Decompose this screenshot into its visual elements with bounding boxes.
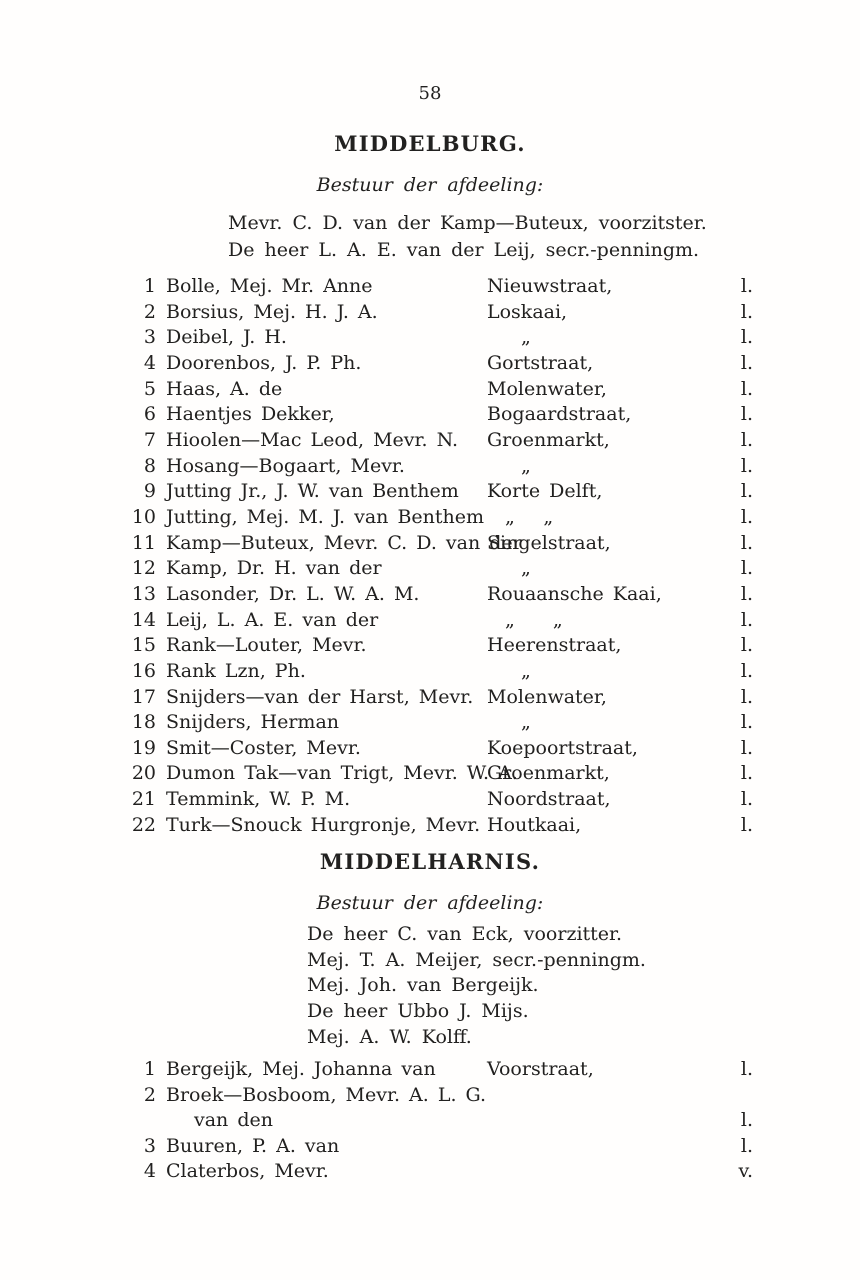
member-number: 17 xyxy=(131,685,156,708)
member-name: Buuren, P. A. van xyxy=(166,1134,340,1157)
member-row xyxy=(0,505,860,531)
member-street xyxy=(487,1083,727,1109)
member-name: Dumon Tak—van Trigt, Mevr. W. A. xyxy=(166,762,518,785)
member-street: Groenmarkt, xyxy=(487,428,610,451)
section-subtitle: Bestuur der afdeeling: xyxy=(316,174,544,196)
member-name: Turk—Snouck Hurgronje, Mevr. xyxy=(166,813,481,836)
member-mark: l. xyxy=(740,351,753,374)
member-row xyxy=(0,402,860,428)
member-street: „ xyxy=(521,659,531,682)
member-street xyxy=(487,1134,727,1160)
member-street: „ xyxy=(521,557,531,580)
member-number: 4 xyxy=(143,351,156,374)
member-name: Snijders, Herman xyxy=(166,711,340,734)
board-line: Mej. A. W. Kolff. xyxy=(307,1026,472,1049)
member-number: 1 xyxy=(143,1057,156,1080)
member-number: 1 xyxy=(143,275,156,297)
section-title: MIDDELHARNIS. xyxy=(319,849,541,875)
member-mark: l. xyxy=(740,377,753,400)
member-row xyxy=(0,659,860,685)
member-number: 6 xyxy=(143,403,156,426)
member-name: Haas, A. de xyxy=(166,377,283,400)
section-middelharnis xyxy=(0,849,860,1185)
member-mark: l. xyxy=(740,711,753,734)
member-mark: l. xyxy=(740,300,753,323)
member-street: Koepoortstraat, xyxy=(487,736,638,759)
member-list xyxy=(0,1057,860,1185)
board-line: Mevr. C. D. van der Kamp—Buteux, voorzitster. xyxy=(228,212,707,234)
member-number: 13 xyxy=(131,582,156,605)
member-number: 16 xyxy=(131,659,156,682)
member-street: „ xyxy=(521,454,531,477)
member-number: 8 xyxy=(143,454,156,477)
member-mark: l. xyxy=(740,428,753,451)
member-name: Hioolen—Mac Leod, Mevr. N. xyxy=(166,428,459,451)
member-mark xyxy=(727,1083,753,1109)
board-line: De heer Ubbo J. Mijs. xyxy=(307,1000,529,1023)
member-row xyxy=(0,377,860,403)
member-number: 18 xyxy=(131,711,156,734)
member-row xyxy=(0,1159,860,1185)
member-name: Kamp—Buteux, Mevr. C. D. van der xyxy=(166,531,522,554)
member-number: 14 xyxy=(131,608,156,631)
board-line: De heer C. van Eck, voorzitter. xyxy=(307,922,623,945)
member-mark: l. xyxy=(740,762,753,785)
member-name: Jutting, Mej. M. J. van Benthem xyxy=(166,505,485,528)
member-name: Hosang—Bogaart, Mevr. xyxy=(166,454,405,477)
member-row xyxy=(0,479,860,505)
member-number: 9 xyxy=(143,480,156,503)
member-street: Heerenstraat, xyxy=(487,634,622,657)
section-subtitle: Bestuur der afdeeling: xyxy=(316,891,544,914)
member-name: Snijders—van der Harst, Mevr. xyxy=(166,685,474,708)
member-number: 7 xyxy=(143,428,156,451)
member-mark: l. xyxy=(740,403,753,426)
member-mark: l. xyxy=(740,659,753,682)
member-street: Groenmarkt, xyxy=(487,762,610,785)
board-list xyxy=(0,922,860,1051)
member-row xyxy=(0,582,860,608)
member-number: 20 xyxy=(131,762,156,785)
board-list xyxy=(0,210,860,263)
member-mark: l. xyxy=(740,634,753,657)
member-mark: l. xyxy=(740,557,753,580)
member-mark: l. xyxy=(740,1109,753,1132)
member-street xyxy=(487,1108,727,1134)
member-number: 19 xyxy=(131,736,156,759)
member-name: Smit—Coster, Mevr. xyxy=(166,736,361,759)
member-row xyxy=(0,1057,860,1083)
member-number: 5 xyxy=(143,377,156,400)
member-mark: l. xyxy=(740,1057,753,1080)
page-number: 58 xyxy=(418,83,442,104)
member-name: Deibel, J. H. xyxy=(166,326,287,349)
member-row xyxy=(0,1134,860,1160)
member-street: Rouaansche Kaai, xyxy=(487,582,662,605)
member-number xyxy=(130,1108,156,1134)
member-name: Kamp, Dr. H. van der xyxy=(166,557,382,580)
member-street: Molenwater, xyxy=(487,377,607,400)
member-name: Leij, L. A. E. van der xyxy=(166,608,379,631)
member-street: Gortstraat, xyxy=(487,351,594,374)
member-name: Jutting Jr., J. W. van Benthem xyxy=(166,480,459,503)
member-name: Claterbos, Mevr. xyxy=(166,1160,329,1183)
member-mark: l. xyxy=(740,788,753,811)
board-line: Mej. Joh. van Bergeijk. xyxy=(307,974,539,997)
board-line: De heer L. A. E. van der Leij, secr.-penningm. xyxy=(228,238,700,261)
member-name: Rank Lzn, Ph. xyxy=(166,659,306,682)
member-row xyxy=(0,325,860,351)
member-mark: l. xyxy=(740,505,753,528)
member-street: „ „ xyxy=(505,505,554,528)
member-name: Bolle, Mej. Mr. Anne xyxy=(166,275,373,297)
member-number: 2 xyxy=(143,1083,156,1106)
member-mark: l. xyxy=(740,736,753,759)
member-mark: v. xyxy=(738,1160,753,1183)
member-row xyxy=(0,351,860,377)
member-row xyxy=(0,556,860,582)
member-number: 2 xyxy=(143,300,156,323)
member-mark: l. xyxy=(740,454,753,477)
member-row xyxy=(0,531,860,557)
member-street: „ „ xyxy=(505,608,563,631)
member-name: Rank—Louter, Mevr. xyxy=(166,634,367,657)
member-row xyxy=(0,454,860,480)
member-number: 10 xyxy=(131,505,156,528)
member-name: Broek—Bosboom, Mevr. A. L. G. xyxy=(166,1083,487,1106)
member-row xyxy=(0,428,860,454)
member-street: Loskaai, xyxy=(487,300,568,323)
member-number: 15 xyxy=(131,634,156,657)
member-name: Temmink, W. P. M. xyxy=(166,788,351,811)
member-mark: l. xyxy=(740,531,753,554)
member-number: 3 xyxy=(143,1134,156,1157)
member-row xyxy=(0,300,860,326)
member-mark: l. xyxy=(740,685,753,708)
member-list xyxy=(0,274,860,838)
member-name: van den xyxy=(194,1109,273,1132)
member-name: Borsius, Mej. H. J. A. xyxy=(166,300,378,323)
board-line: Mej. T. A. Meijer, secr.-penningm. xyxy=(307,948,646,971)
member-mark: l. xyxy=(740,1134,753,1157)
section-middelburg xyxy=(0,131,860,838)
member-row xyxy=(0,1108,860,1134)
member-name: Haentjes Dekker, xyxy=(166,403,335,426)
member-mark: l. xyxy=(740,608,753,631)
member-street: „ xyxy=(521,711,531,734)
member-street: „ xyxy=(521,326,531,349)
member-mark: l. xyxy=(740,582,753,605)
member-name: Doorenbos, J. P. Ph. xyxy=(166,351,362,374)
sections-container xyxy=(0,131,860,1185)
member-name: Bergeijk, Mej. Johanna van xyxy=(166,1057,436,1080)
member-number: 22 xyxy=(131,813,156,836)
member-number: 4 xyxy=(143,1160,156,1183)
member-number: 12 xyxy=(131,557,156,580)
member-number: 3 xyxy=(143,326,156,349)
member-row xyxy=(0,736,860,762)
member-street: Molenwater, xyxy=(487,685,607,708)
member-row xyxy=(0,761,860,787)
member-street: Houtkaai, xyxy=(487,813,582,836)
member-street xyxy=(487,1159,727,1185)
member-number: 11 xyxy=(131,531,156,554)
member-row xyxy=(0,787,860,813)
member-street: Voorstraat, xyxy=(487,1057,594,1080)
member-mark: l. xyxy=(740,275,753,297)
member-street: Bogaardstraat, xyxy=(487,403,632,426)
member-street: Singelstraat, xyxy=(487,531,611,554)
member-street: Korte Delft, xyxy=(487,480,603,503)
section-title: MIDDELBURG. xyxy=(334,131,526,156)
member-mark: l. xyxy=(740,813,753,836)
member-row xyxy=(0,813,860,839)
member-row xyxy=(0,608,860,634)
member-number: 21 xyxy=(131,788,156,811)
member-row xyxy=(0,633,860,659)
member-street: Noordstraat, xyxy=(487,788,611,811)
member-row xyxy=(0,274,860,300)
member-row xyxy=(0,685,860,711)
member-row xyxy=(0,1083,860,1109)
member-street: Nieuwstraat, xyxy=(487,275,613,297)
member-name: Lasonder, Dr. L. W. A. M. xyxy=(166,582,420,605)
member-row xyxy=(0,710,860,736)
member-mark: l. xyxy=(740,480,753,503)
member-mark: l. xyxy=(740,326,753,349)
